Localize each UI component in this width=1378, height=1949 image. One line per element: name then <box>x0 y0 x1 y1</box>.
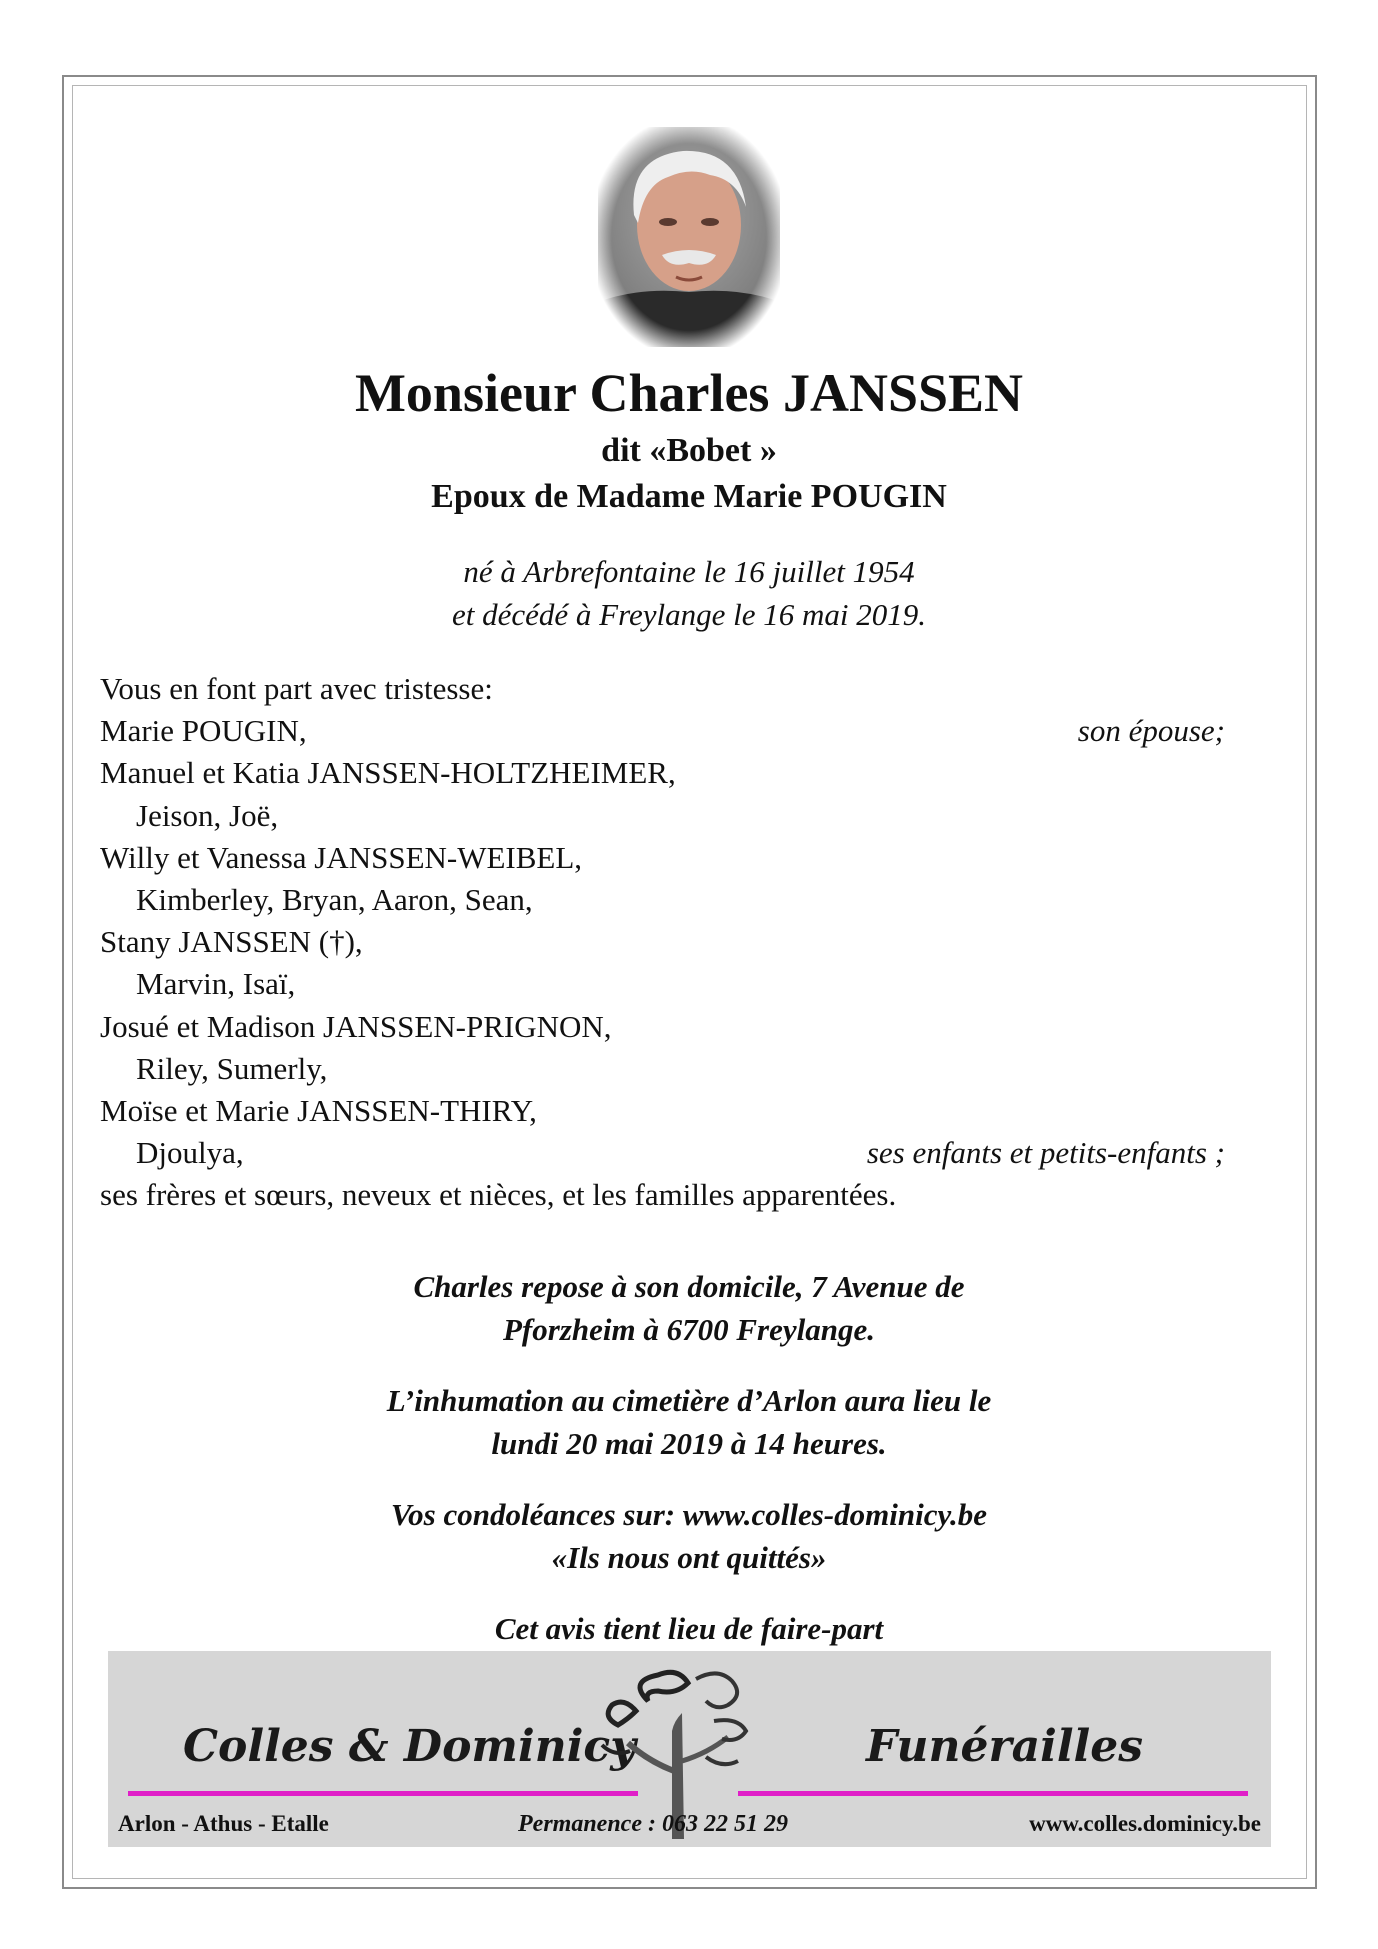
logo-text-left: Colles & Dominicy <box>183 1721 636 1772</box>
family-row: Marvin, Isaï, <box>136 966 296 1002</box>
family-row: Jeison, Joë, <box>136 797 279 833</box>
faire-part-notice: Cet avis tient lieu de faire-part <box>494 1611 884 1646</box>
family-role: ses enfants et petits-enfants ; <box>866 1135 1225 1171</box>
portrait-photo <box>598 127 780 347</box>
deceased-name: Monsieur Charles JANSSEN <box>354 363 1024 423</box>
family-row: Djoulya, ses enfants et petits-enfants ; <box>100 1132 1225 1174</box>
locations-text: Arlon - Athus - Etalle <box>118 1811 329 1836</box>
funeral-home-banner <box>108 1651 1271 1847</box>
family-row: Stany JANSSEN (†), <box>100 924 363 960</box>
family-row: Manuel et Katia JANSSEN-HOLTZHEIMER, <box>100 755 676 791</box>
dates-block <box>0 550 1378 636</box>
website-link[interactable]: www.colles.dominicy.be <box>1029 1811 1261 1836</box>
family-row: Riley, Sumerly, <box>136 1050 328 1086</box>
accent-line-left <box>128 1791 638 1796</box>
family-row: Willy et Vanessa JANSSEN-WEIBEL, <box>100 839 583 875</box>
condolences-link[interactable]: Vos condoléances sur: www.colles-dominicy.be <box>390 1497 988 1532</box>
family-row: Moïse et Marie JANSSEN-THIRY, <box>100 1092 537 1128</box>
family-role: son épouse; <box>1077 713 1225 749</box>
family-row: Kimberley, Bryan, Aaron, Sean, <box>136 881 533 917</box>
family-intro: Vous en font part avec tristesse: <box>100 671 493 706</box>
family-row: Marie POUGIN, son épouse; <box>100 710 1225 752</box>
family-closing: ses frères et sœurs, neveux et nièces, et les familles apparentées. <box>100 1177 897 1213</box>
rest-notice: Charles repose à son domicile, 7 Avenue de Pforzheim à 6700 Freylange. <box>413 1269 965 1347</box>
spouse-line: Epoux de Madame Marie POUGIN <box>431 478 947 515</box>
burial-notice: L’inhumation au cimetière d’Arlon aura lieu le lundi 20 mai 2019 à 14 heures. <box>386 1383 992 1461</box>
birth-line: né à Arbrefontaine le 16 juillet 1954 <box>463 554 915 589</box>
condolences-notice: Vos condoléances sur: www.colles-dominicy.be «Ils nous ont quittés» <box>0 1493 1378 1579</box>
family-list <box>100 668 1225 1216</box>
family-row: Josué et Madison JANSSEN-PRIGNON, <box>100 1008 612 1044</box>
nickname: dit «Bobet » <box>601 432 777 469</box>
permanence-phone: Permanence : 063 22 51 29 <box>518 1811 788 1837</box>
accent-line-right <box>738 1791 1248 1796</box>
death-line: et décédé à Freylange le 16 mai 2019. <box>451 597 927 632</box>
logo-text-right: Funérailles <box>866 1721 1144 1772</box>
